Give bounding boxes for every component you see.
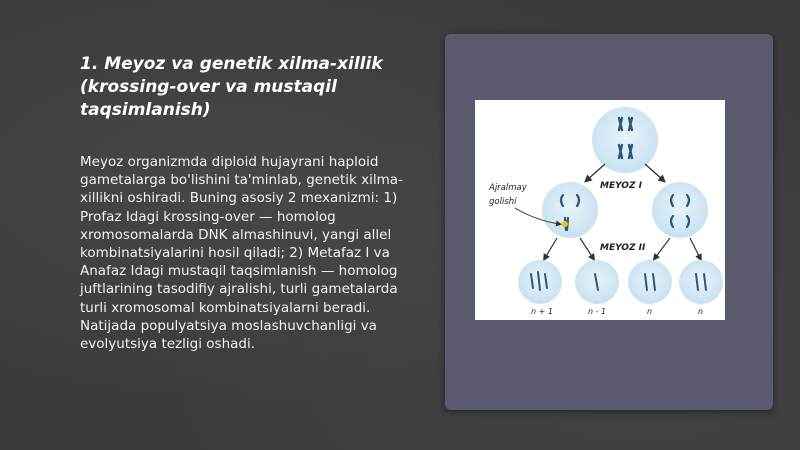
slide-title: 1. Meyoz va genetik xilma-xillik (krossing-over va mustaqil taqsimlanish)	[80, 54, 383, 120]
gamete-cell-4	[679, 260, 723, 304]
gamete-label-2: n - 1	[588, 307, 607, 316]
meyoz1-cell-right	[652, 182, 708, 238]
meyoz1-cell-left	[542, 182, 598, 238]
gamete-cell-1	[518, 260, 562, 304]
gamete-cell-2	[575, 260, 619, 304]
meiosis-diagram	[475, 100, 725, 320]
label-meyoz1: MEYOZ I	[600, 181, 642, 191]
gamete-label-1: n + 1	[531, 307, 553, 316]
gamete-label-4: n	[698, 307, 704, 316]
label-ajralmay-line2: golishi	[489, 197, 517, 207]
label-meyoz2: MEYOZ II	[600, 243, 646, 253]
slide-body-text: Meyoz organizmda diploid hujayrani haploid gametalarga bo'lishini ta'minlab, genetik xilma-xillikni oshiradi. Buning asosiy 2 mexanizmi: 1) Profaz Idagi krossing-over — homolog xromosomalarda DNK almashinuvi, yangi allel kombinatsiyalarini hosil qiladi; 2) Metafaz I va Anafaz Idagi mustaqil taqsimlanish — homolog juftlarining tasodifiy ajralishi, turli gametalarda turli xromosomal kombinatsiyalarni beradi. Natijada populyatsiya moslashuvchanligi va evolyutsiya tezligi oshadi.	[80, 154, 403, 353]
meiosis-diagram-svg	[475, 100, 725, 320]
gamete-cell-3	[628, 260, 672, 304]
nondisjunction-highlight	[562, 221, 568, 227]
label-ajralmay-line1: Ajralmay	[489, 183, 527, 193]
parent-cell	[592, 107, 658, 173]
gamete-label-3: n	[647, 307, 653, 316]
